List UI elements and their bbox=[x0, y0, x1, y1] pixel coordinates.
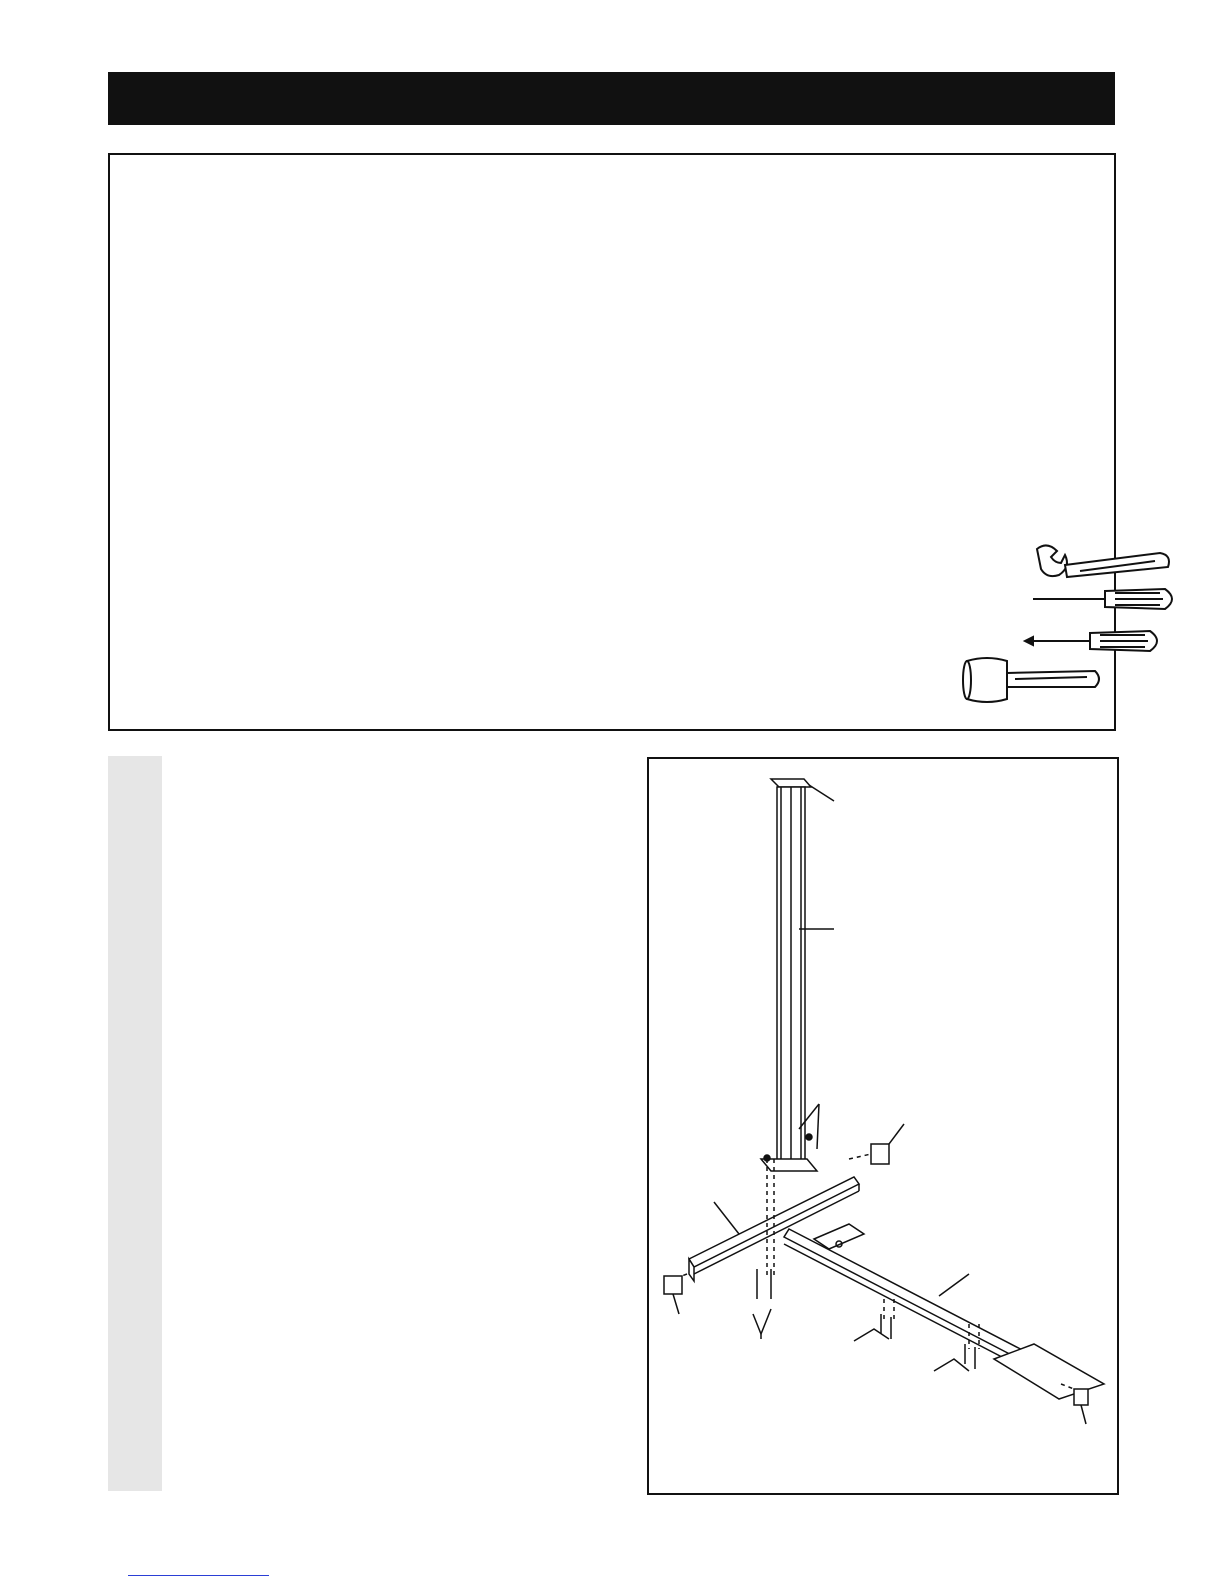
tools-panel bbox=[108, 153, 1116, 731]
bolts bbox=[753, 1269, 975, 1371]
base-frame bbox=[784, 1224, 1104, 1399]
flat-screwdriver-icon bbox=[1033, 589, 1172, 609]
upright-top-plate bbox=[771, 779, 811, 787]
step-number-strip bbox=[108, 756, 162, 1491]
upright bbox=[777, 787, 805, 1162]
assembly-illustration bbox=[649, 759, 1117, 1493]
assembly-figure bbox=[647, 757, 1119, 1495]
end-cap-rear bbox=[1074, 1389, 1088, 1424]
end-cap bbox=[871, 1124, 904, 1164]
end-cap-front bbox=[664, 1276, 682, 1314]
footer-link-underline bbox=[128, 1575, 269, 1576]
adjustable-wrench-icon bbox=[1037, 545, 1169, 577]
header-bar bbox=[108, 72, 1115, 125]
phillips-screwdriver-icon bbox=[1025, 631, 1157, 651]
rubber-mallet-icon bbox=[963, 658, 1099, 702]
tools-illustration bbox=[955, 535, 1195, 715]
